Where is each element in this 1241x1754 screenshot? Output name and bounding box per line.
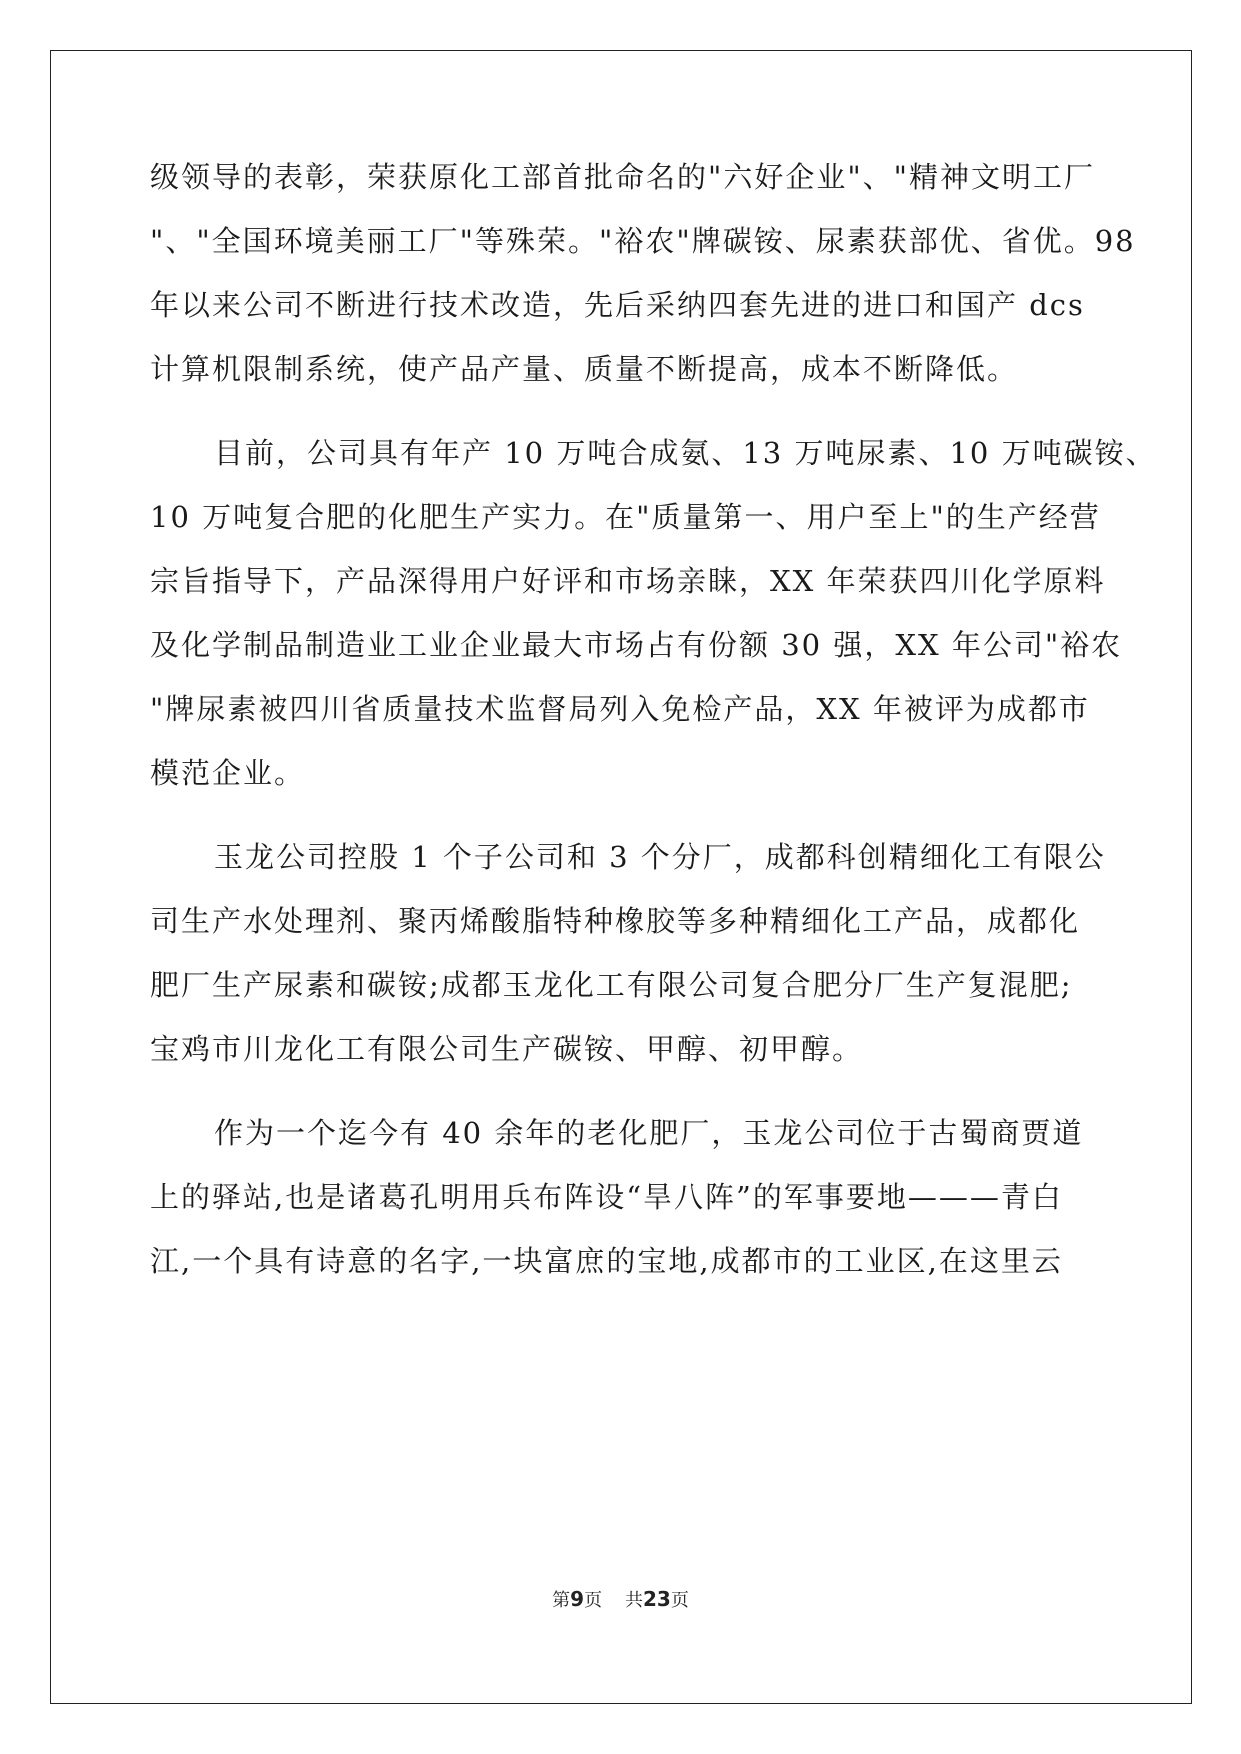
text-line: 计算机限制系统，使产品产量、质量不断提高，成本不断降低。 (150, 352, 1019, 386)
text-line: 及化学制品制造业工业企业最大市场占有份额 30 强，XX 年公司"裕农 (150, 628, 1123, 662)
paragraph-gap (150, 401, 1090, 421)
text-line: 模范企业。 (150, 756, 306, 790)
total-prefix: 共 (624, 1590, 643, 1611)
text-line: 年以来公司不断进行技术改造，先后采纳四套先进的进口和国产 dcs (150, 288, 1085, 322)
text-line: 宝鸡市川龙化工有限公司生产碳铵、甲醇、初甲醇。 (150, 1032, 864, 1066)
text-line: "牌尿素被四川省质量技术监督局列入免检产品，XX 年被评为成都市 (150, 692, 1090, 726)
text-line: "、"全国环境美丽工厂"等殊荣。"裕农"牌碳铵、尿素获部优、省优。98 (150, 224, 1136, 258)
text-line: 肥厂生产尿素和碳铵;成都玉龙化工有限公司复合肥分厂生产复混肥; (150, 968, 1073, 1002)
paragraph-gap (150, 1081, 1090, 1101)
page-footer (0, 1586, 1241, 1612)
paragraph-start-line: 玉龙公司控股 1 个子公司和 3 个分厂，成都科创精细化工有限公 (214, 840, 1106, 874)
text-line: 级领导的表彰，荣获原化工部首批命名的"六好企业"、"精神文明工厂 (150, 160, 1096, 194)
paragraph-start-line: 目前，公司具有年产 10 万吨合成氨、13 万吨尿素、10 万吨碳铵、 (214, 436, 1157, 470)
paragraph-gap (150, 805, 1090, 825)
page-suffix: 页 (584, 1590, 603, 1611)
page-number: 9 (570, 1587, 585, 1611)
text-line: 宗旨指导下，产品深得用户好评和市场亲睐，XX 年荣获四川化学原料 (150, 564, 1106, 598)
total-suffix: 页 (670, 1590, 689, 1611)
page-prefix: 第 (552, 1590, 571, 1611)
total-pages: 23 (642, 1587, 671, 1611)
text-line: 上的驿站,也是诸葛孔明用兵布阵设“旱八阵”的军事要地———青白 (150, 1180, 1063, 1214)
text-line: 司生产水处理剂、聚丙烯酸脂特种橡胶等多种精细化工产品，成都化 (150, 904, 1081, 938)
text-line: 江,一个具有诗意的名字,一块富庶的宝地,成都市的工业区,在这里云 (150, 1244, 1063, 1278)
document-body (150, 145, 1157, 1293)
paragraph-start-line: 作为一个迄今有 40 余年的老化肥厂，玉龙公司位于古蜀商贾道 (214, 1116, 1084, 1150)
text-line: 10 万吨复合肥的化肥生产实力。在"质量第一、用户至上"的生产经营 (150, 500, 1101, 534)
